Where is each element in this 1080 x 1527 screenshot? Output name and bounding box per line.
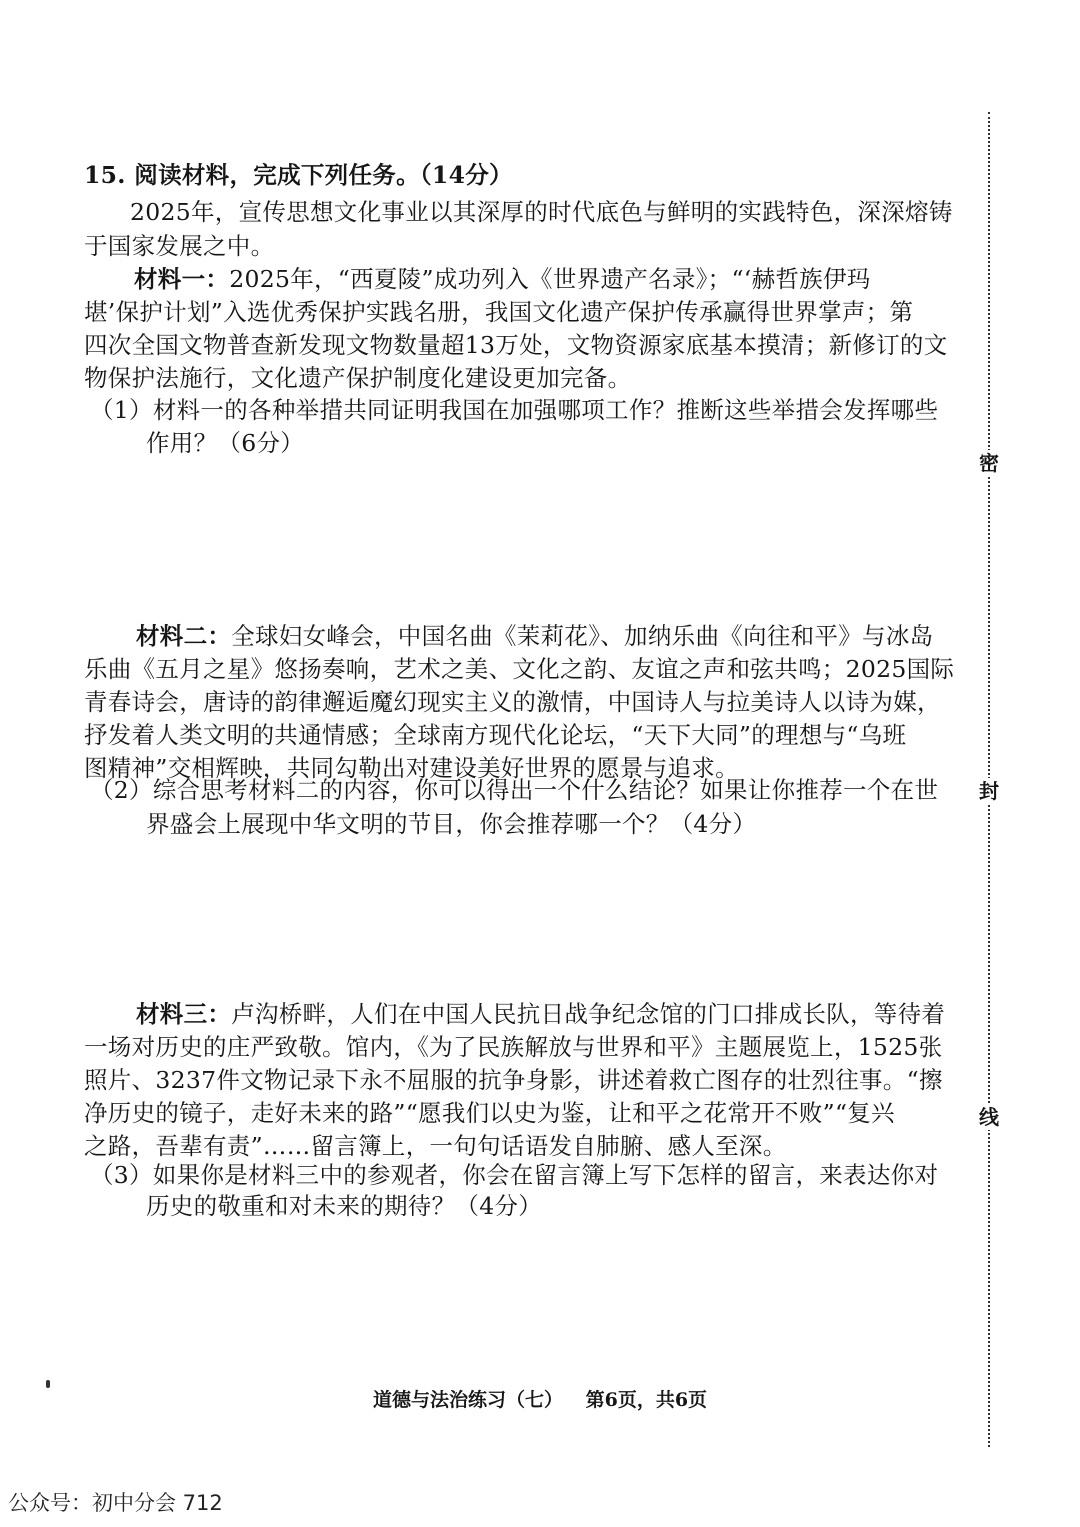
material2-text: 全球妇女峰会，中国名曲《茉莉花》、加纳乐曲《向往和平》与冰岛	[231, 622, 934, 650]
material2-line-4: 抒发着人类文明的共通情感；全球南方现代化论坛，“天下大同”的理想与“乌班	[84, 721, 907, 749]
task3-line-2: 历史的敬重和对未来的期待？（4分）	[146, 1192, 543, 1220]
intro-line-2: 于国家发展之中。	[84, 232, 275, 260]
watermark-text: 公众号：初中分会 712	[8, 1491, 223, 1515]
material3-text: 卢沟桥畔，人们在中国人民抗日战争纪念馆的门口排成长队，等待着	[231, 1000, 946, 1028]
task3-line-1: （3）如果你是材料三中的参观者，你会在留言簿上写下怎样的留言，来表达你对	[90, 1161, 939, 1189]
material1-label: 材料一：	[134, 265, 230, 293]
material3-line-1	[136, 997, 945, 1031]
material1-text: 2025年，“西夏陵”成功列入《世界遗产名录》；“‘赫哲族伊玛	[229, 265, 871, 293]
intro-line-1: 2025年，宣传思想文化事业以其深厚的时代底色与鲜明的实践特色，深深熔铸	[130, 198, 953, 226]
task1-line-2: 作用？（6分）	[146, 429, 305, 457]
material2-line-5: 图精神”交相辉映，共同勾勒出对建设美好世界的愿景与追求。	[84, 754, 739, 782]
task2-line-1: （2）综合思考材料二的内容，你可以得出一个什么结论？如果让你推荐一个在世	[90, 776, 939, 804]
footer-page-number: 第6页，共6页	[585, 1389, 708, 1411]
question-title: 15. 阅读材料，完成下列任务。（14分）	[84, 161, 513, 189]
material2-line-3: 青春诗会，唐诗的韵律邂逅魔幻现实主义的激情，中国诗人与拉美诗人以诗为媒，	[84, 688, 941, 716]
material3-line-2: 一场对历史的庄严致敬。馆内，《为了民族解放与世界和平》主题展览上，1525张	[84, 1033, 943, 1061]
material3-line-3: 照片、3237件文物记录下永不屈服的抗争身影，讲述着救亡图存的壮烈往事。“擦	[84, 1066, 943, 1094]
material1-line-4: 物保护法施行，文化遗产保护制度化建设更加完备。	[84, 364, 632, 392]
material1-line-2: 堪’保护计划”入选优秀保护实践名册，我国文化遗产保护传承赢得世界掌声；第	[84, 298, 914, 326]
material1-line-3: 四次全国文物普查新发现文物数量超13万处，文物资源家底基本摸清；新修订的文	[84, 331, 948, 359]
page-footer	[0, 1385, 1080, 1412]
task1-line-1: （1）材料一的各种举措共同证明我国在加强哪项工作？推断这些举措会发挥哪些	[90, 396, 939, 424]
material3-line-5: 之路，吾辈有责”……留言簿上，一句句话语发自肺腑、感人至深。	[84, 1132, 787, 1160]
margin-char-line: 线	[976, 1104, 1002, 1130]
footer-subject: 道德与法治练习（七）	[372, 1389, 563, 1411]
margin-char-seal: 密	[976, 450, 1002, 476]
margin-char-fold: 封	[976, 778, 1002, 804]
task2-line-2: 界盛会上展现中华文明的节目，你会推荐哪一个？（4分）	[146, 810, 757, 838]
material3-label: 材料三：	[136, 1000, 232, 1028]
material2-line-1	[136, 619, 933, 653]
material1-line-1	[134, 262, 871, 296]
material2-line-2: 乐曲《五月之星》悠扬奏响，艺术之美、文化之韵、友谊之声和弦共鸣；2025国际	[84, 655, 955, 683]
material3-line-4: 净历史的镜子，走好未来的路”“愿我们以史为鉴，让和平之花常开不败”“复兴	[84, 1099, 895, 1127]
material2-label: 材料二：	[136, 622, 232, 650]
